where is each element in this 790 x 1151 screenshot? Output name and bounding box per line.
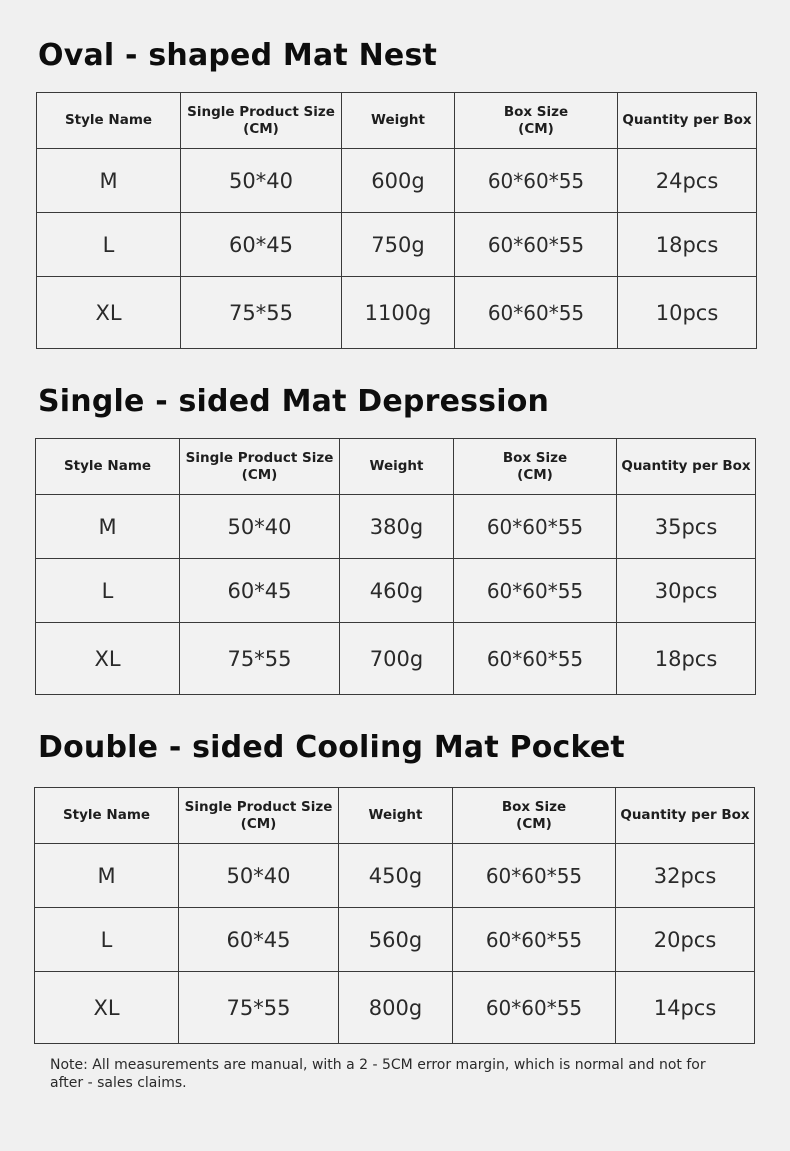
cell-style-name: XL — [35, 972, 179, 1044]
cell-weight: 750g — [342, 213, 455, 277]
cell-product-size: 50*40 — [179, 844, 339, 908]
cell-product-size: 60*45 — [180, 559, 340, 623]
cell-style-name: M — [37, 149, 181, 213]
cell-weight: 380g — [340, 495, 454, 559]
section-title-single-sided-mat: Single - sided Mat Depression — [38, 384, 550, 419]
spec-table-double-sided-cooling-mat — [34, 787, 755, 1044]
cell-box-size: 60*60*55 — [454, 559, 617, 623]
cell-style-name: M — [36, 495, 180, 559]
cell-quantity: 30pcs — [617, 559, 756, 623]
table-header-row — [36, 439, 756, 495]
cell-box-size: 60*60*55 — [454, 495, 617, 559]
spec-table-single-sided-mat — [35, 438, 756, 695]
cell-product-size: 75*55 — [179, 972, 339, 1044]
cell-box-size: 60*60*55 — [454, 623, 617, 695]
table-row — [36, 559, 756, 623]
header-weight: Weight — [340, 439, 454, 495]
cell-quantity: 35pcs — [617, 495, 756, 559]
cell-weight: 560g — [339, 908, 453, 972]
cell-box-size: 60*60*55 — [453, 844, 616, 908]
cell-quantity: 32pcs — [616, 844, 755, 908]
header-style-name: Style Name — [35, 788, 179, 844]
cell-weight: 700g — [340, 623, 454, 695]
cell-quantity: 24pcs — [618, 149, 757, 213]
cell-weight: 460g — [340, 559, 454, 623]
table-row — [35, 844, 755, 908]
cell-style-name: M — [35, 844, 179, 908]
cell-style-name: L — [35, 908, 179, 972]
disclaimer-note: Note: All measurements are manual, with a 2 - 5CM error margin, which is normal and not for after - sales claims. — [50, 1057, 706, 1091]
header-box-size: Box Size (CM) — [453, 788, 616, 844]
cell-product-size: 60*45 — [179, 908, 339, 972]
cell-weight: 800g — [339, 972, 453, 1044]
header-weight: Weight — [342, 93, 455, 149]
table-row — [35, 908, 755, 972]
header-single-product-size: Single Product Size (CM) — [181, 93, 342, 149]
cell-product-size: 60*45 — [181, 213, 342, 277]
table-row — [35, 972, 755, 1044]
cell-product-size: 75*55 — [180, 623, 340, 695]
table-row — [36, 495, 756, 559]
header-quantity-per-box: Quantity per Box — [617, 439, 756, 495]
cell-quantity: 14pcs — [616, 972, 755, 1044]
header-box-size: Box Size (CM) — [455, 93, 618, 149]
cell-style-name: L — [37, 213, 181, 277]
cell-style-name: XL — [37, 277, 181, 349]
table-header-row — [35, 788, 755, 844]
cell-quantity: 20pcs — [616, 908, 755, 972]
cell-product-size: 75*55 — [181, 277, 342, 349]
cell-box-size: 60*60*55 — [453, 972, 616, 1044]
cell-weight: 450g — [339, 844, 453, 908]
cell-quantity: 10pcs — [618, 277, 757, 349]
header-weight: Weight — [339, 788, 453, 844]
cell-style-name: XL — [36, 623, 180, 695]
cell-quantity: 18pcs — [618, 213, 757, 277]
cell-style-name: L — [36, 559, 180, 623]
header-style-name: Style Name — [36, 439, 180, 495]
cell-box-size: 60*60*55 — [455, 149, 618, 213]
cell-product-size: 50*40 — [181, 149, 342, 213]
cell-weight: 600g — [342, 149, 455, 213]
header-box-size: Box Size (CM) — [454, 439, 617, 495]
table-row — [36, 623, 756, 695]
cell-box-size: 60*60*55 — [453, 908, 616, 972]
cell-weight: 1100g — [342, 277, 455, 349]
cell-box-size: 60*60*55 — [455, 213, 618, 277]
section-title-double-sided-cooling-mat: Double - sided Cooling Mat Pocket — [38, 730, 625, 765]
header-single-product-size: Single Product Size (CM) — [179, 788, 339, 844]
table-row — [37, 149, 757, 213]
header-quantity-per-box: Quantity per Box — [618, 93, 757, 149]
cell-quantity: 18pcs — [617, 623, 756, 695]
cell-product-size: 50*40 — [180, 495, 340, 559]
spec-table-oval-mat-nest — [36, 92, 757, 349]
table-header-row — [37, 93, 757, 149]
header-quantity-per-box: Quantity per Box — [616, 788, 755, 844]
cell-box-size: 60*60*55 — [455, 277, 618, 349]
table-row — [37, 277, 757, 349]
header-style-name: Style Name — [37, 93, 181, 149]
section-title-oval-mat-nest: Oval - shaped Mat Nest — [38, 38, 438, 73]
header-single-product-size: Single Product Size (CM) — [180, 439, 340, 495]
table-row — [37, 213, 757, 277]
